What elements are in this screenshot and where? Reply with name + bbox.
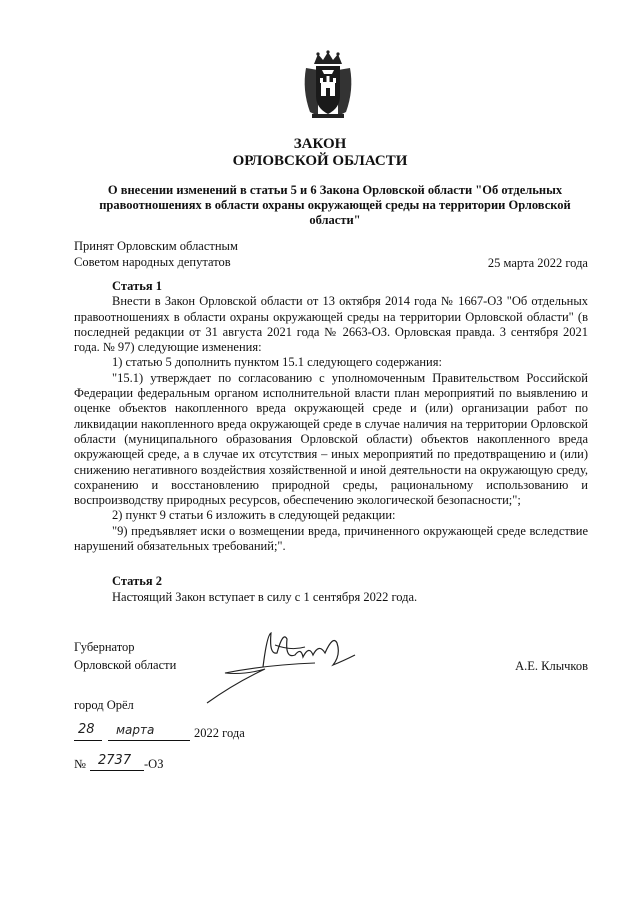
law-subtitle: О внесении изменений в статьи 5 и 6 Закона Орловской области "Об отдельных правоотношениях в области охраны окружающей среды на территории Орловской области"	[99, 183, 571, 227]
signatory-position	[74, 638, 176, 674]
article-1-intro: Внести в Закон Орловской области от 13 октября 2014 года № 1667-ОЗ "Об отдельных правоотношениях в области охраны окружающей среды на территории Орловской области" (в последней редакции от 31 августа 2021 года № 2663-ОЗ. Орловская правда. 3 сентября 2021 года. № 97) следующие изменения:	[74, 294, 588, 355]
article-2-title: Статья 2	[112, 574, 162, 589]
article-1-item-1: 1) статью 5 дополнить пунктом 15.1 следующего содержания:	[112, 355, 442, 370]
article-1-item-2-text: "9) предъявляет иски о возмещении вреда, причиненного окружающей среде вследствие нарушений обязательных требований;".	[74, 523, 588, 554]
region-title: ОРЛОВСКОЙ ОБЛАСТИ	[232, 153, 408, 169]
handwritten-signature	[205, 625, 365, 705]
signatory-name: А.Е. Клычков	[515, 659, 588, 673]
law-number	[74, 753, 374, 777]
coat-of-arms-icon	[300, 50, 356, 120]
position-line-1: Губернатор	[74, 640, 135, 654]
adoption-date: 25 марта 2022 года	[487, 256, 588, 270]
adopted-line-1: Принят Орловским областным	[74, 239, 238, 253]
law-body	[74, 279, 588, 605]
article-1-item-1-text: "15.1) утверждает по согласованию с уполномоченным Правительством Российской Федерации федеральным органом исполнительной власти план мероприятий по выявлению и оценке объектов накопленного вреда окружающей среде и (или) организации работ по ликвидации накопленного вреда окружающей среде в случае наличия на территории Орловской области (муниципального образования Орловской области) объектов накопленного вреда окружающей среде, а в случае их отсутствия – иных мероприятий по предотвращению и (или) снижению негативного воздействия хозяйственной и иной деятельности на окружающую среду, сохранению и восстановлению природной среды, рациональному использованию и воспроизводству природных ресурсов, обеспечению экологической безопасности;";	[74, 370, 588, 508]
number-suffix: -ОЗ	[144, 757, 164, 771]
adopted-line-2: Советом народных депутатов	[74, 255, 231, 269]
article-2-text: Настоящий Закон вступает в силу с 1 сентября 2022 года.	[112, 589, 418, 604]
signing-year: 2022 года	[194, 726, 245, 740]
article-1-title: Статья 1	[112, 279, 162, 293]
signing-month: марта	[116, 723, 155, 737]
signing-day: 28	[78, 722, 95, 737]
article-1-item-2: 2) пункт 9 статьи 6 изложить в следующей редакции:	[112, 508, 396, 523]
number-value: 2737	[98, 753, 132, 768]
position-line-2: Орловской области	[74, 658, 177, 672]
signing-date	[74, 724, 374, 744]
city: город Орёл	[74, 698, 134, 712]
number-prefix: №	[74, 757, 86, 771]
law-title: ЗАКОН	[293, 136, 347, 152]
adopted-by	[74, 238, 238, 270]
